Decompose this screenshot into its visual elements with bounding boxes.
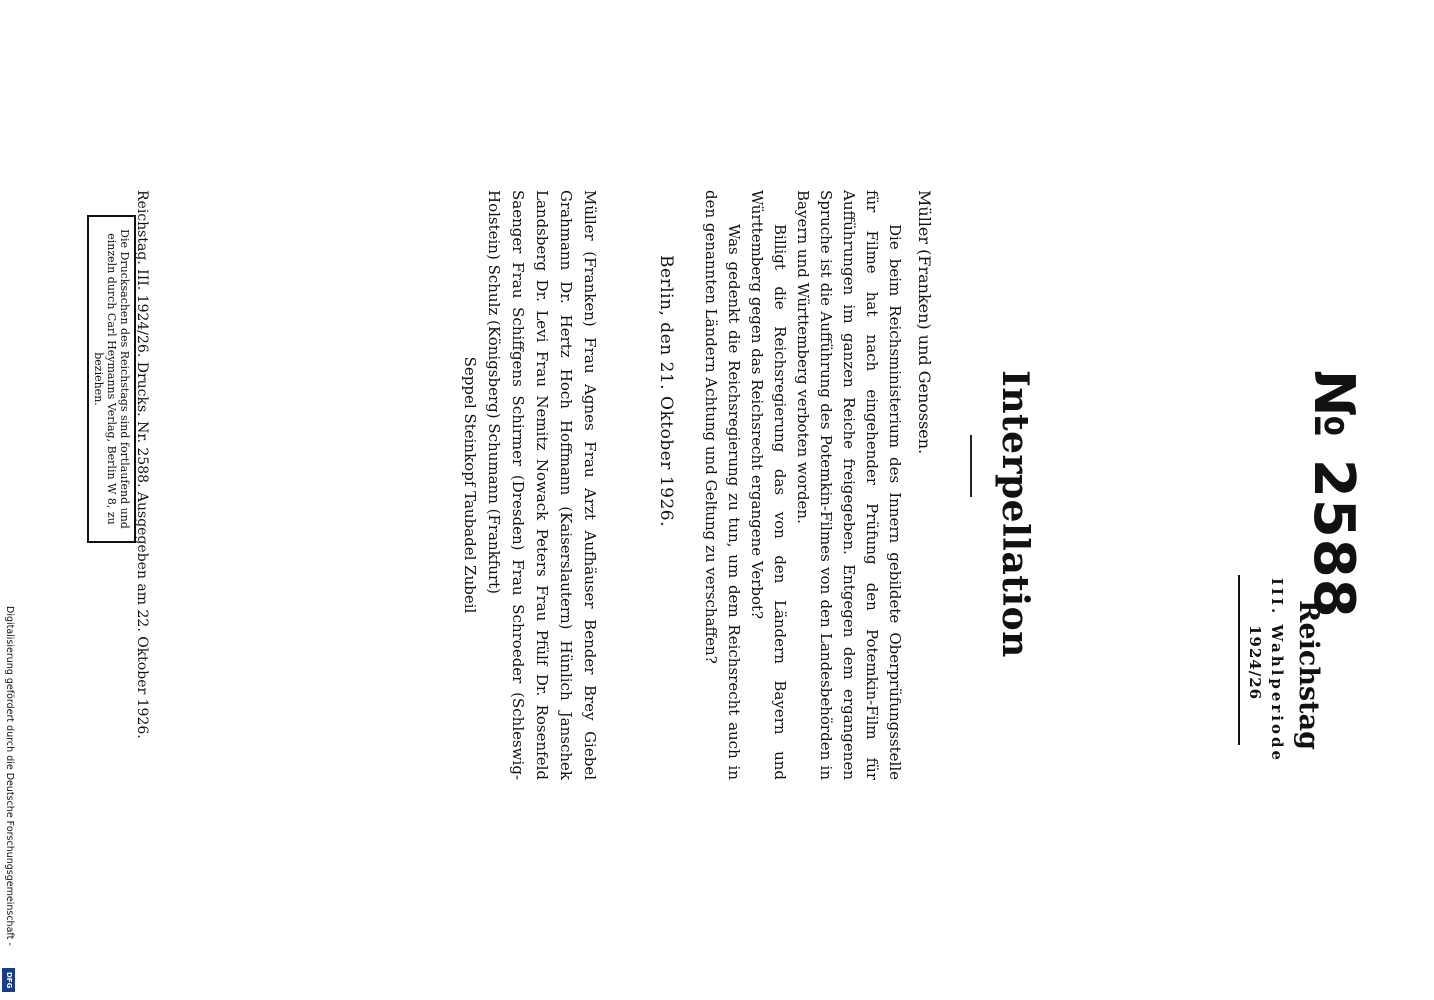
footer-line: Reichstag. III. 1924/26. Drucks. Nr. 2588. Ausgegeben am 22. Oktober 1926. <box>134 190 150 739</box>
period-label: III. Wahlperiode <box>1268 578 1286 764</box>
credit-text: Digitalisierung gefördert durch die Deutsche Forschungsgemeinschaft - <box>4 606 15 946</box>
authors-line: Müller (Franken) und Genossen. <box>915 190 934 455</box>
body-paragraph: Billigt die Reichsregierung das von den Ländern Bayern und Württemberg gegen das Reichsrecht ergangene Verbot? <box>748 190 789 780</box>
institution-name: Reichstag <box>1293 600 1324 750</box>
document-title: Interpellation <box>994 370 1036 658</box>
publisher-stamp: Die Drucksachen des Reichstags sind fortlaufend und einzeln durch Carl Heymanns Verlag, Berlin W 8, zu beziehen. <box>87 215 136 543</box>
digitization-credit <box>2 606 18 990</box>
body-paragraph: Die beim Reichsministerium des Innern gebildete Oberprüfungsstelle für Filme hat nach eingehender Prüfung den Potemkin-Film für Aufführungen im ganzen Reiche freigegeben. Entgegen dem ergangenen Spruche ist die Aufführung des Potemkin-Filmes von den Landesbehörden in Bayern und Württemberg verboten worden. <box>794 190 904 780</box>
body-text <box>699 190 906 780</box>
signers-names-last: Seppel Steinkopf Taubadel Zubeil <box>461 356 479 614</box>
document-number: № 2588 <box>1301 370 1366 619</box>
signers-list <box>458 190 602 780</box>
signers-names: Müller (Franken) Frau Agnes Frau Arzt Aufhäuser Bender Brey Giebel Grahmann Dr. Hertz Hoch Hoffmann (Kaiserslautern) Hünlich Janschek Landsberg Dr. Levi Frau Nemitz Nowack Peters Frau Pfülf Dr. Rosenfeld Saenger Frau Schiffgens Schirmer (Dresden) Frau Schroeder (Schleswig-Holstein) Schulz (Königsberg) Schumann (Frankfurt) <box>485 190 599 780</box>
period-years: 1924/26 <box>1246 625 1264 701</box>
title-rule <box>970 435 972 497</box>
dfg-logo-icon: DFG <box>2 968 15 992</box>
body-paragraph: Was gedenkt die Reichsregierung zu tun, um dem Reichsrecht auch in den genannten Ländern Achtung und Geltung zu verschaffen? <box>702 190 743 780</box>
date-line: Berlin, den 21. Oktober 1926. <box>656 255 676 527</box>
header-rule <box>1238 575 1240 745</box>
